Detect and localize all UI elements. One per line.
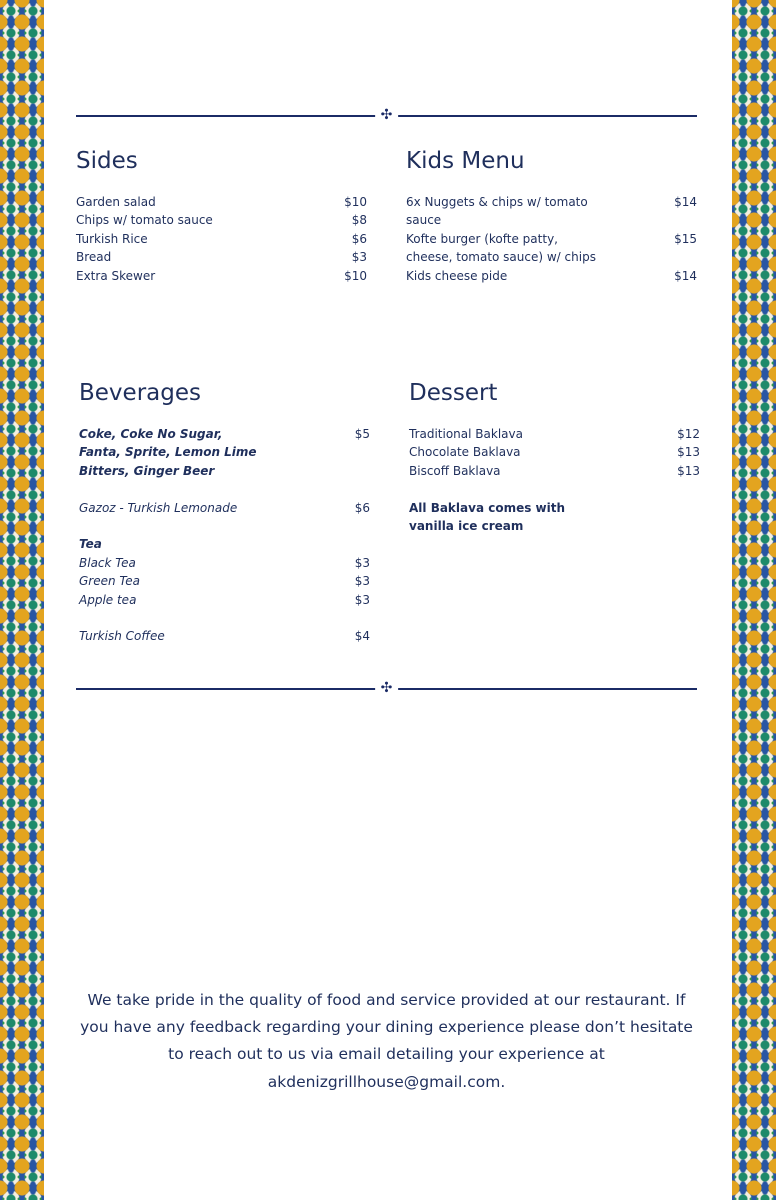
menu-item <box>79 499 370 517</box>
divider-top <box>76 109 697 123</box>
dessert-list <box>409 425 700 535</box>
menu-item <box>409 443 700 461</box>
item-name: Black Tea <box>79 555 136 570</box>
divider-bottom <box>76 682 697 696</box>
menu-item <box>76 193 367 211</box>
tile-border-left <box>0 0 44 1200</box>
item-price: $13 <box>677 463 700 478</box>
dessert-title: Dessert <box>409 380 498 406</box>
menu-item <box>79 591 370 609</box>
item-price: $8 <box>351 213 367 228</box>
item-price: $3 <box>354 592 370 607</box>
item-price: $10 <box>344 268 367 283</box>
item-price: $13 <box>677 445 700 460</box>
item-name: Kofte burger (kofte patty, cheese, tomato sauce) w/ chips <box>406 231 596 265</box>
item-name: Traditional Baklava <box>409 427 523 441</box>
kids-menu-list <box>406 193 697 285</box>
beverages-title: Beverages <box>79 380 201 406</box>
item-name: Chips w/ tomato sauce <box>76 213 213 228</box>
item-price: $3 <box>351 250 367 265</box>
baklava-note: All Baklava comes with vanilla ice cream <box>409 500 566 534</box>
dessert-section <box>409 379 700 535</box>
item-name: Turkish Rice <box>76 231 148 246</box>
menu-item <box>76 211 367 229</box>
menu-item <box>79 425 370 480</box>
menu-item <box>79 627 370 645</box>
item-price: $14 <box>674 195 697 209</box>
item-price: $3 <box>354 574 370 589</box>
menu-item <box>76 248 367 266</box>
item-price: $10 <box>344 195 367 209</box>
sides-section <box>76 147 367 285</box>
item-price: $5 <box>354 427 370 441</box>
item-name: Coke, Coke No Sugar, Fanta, Sprite, Lemon Lime Bitters, Ginger Beer <box>79 427 257 478</box>
tile-border-right <box>732 0 776 1200</box>
menu-item <box>409 425 700 443</box>
item-name: Biscoff Baklava <box>409 463 501 478</box>
item-name: Turkish Coffee <box>79 629 165 644</box>
item-price: $3 <box>354 555 370 570</box>
item-name: Gazoz - Turkish Lemonade <box>79 500 238 515</box>
item-name: Kids cheese pide <box>406 268 508 283</box>
item-price: $4 <box>354 629 370 644</box>
sides-list <box>76 193 367 285</box>
kids-menu-section <box>406 147 697 285</box>
item-name: 6x Nuggets & chips w/ tomato sauce <box>406 195 588 228</box>
menu-item <box>406 267 697 285</box>
menu-item <box>406 230 697 267</box>
item-name: Garden salad <box>76 195 156 209</box>
item-name: Bread <box>76 250 112 265</box>
ornament-icon: ✣ <box>375 679 399 697</box>
item-name: Extra Skewer <box>76 268 156 283</box>
feedback-message: We take pride in the quality of food and service provided at our restaurant. If you have any feedback regarding your dining experience please don’t hesitate to reach out to us via email detailing your experience at akdenizgrillhouse@gmail.com. <box>80 991 693 1091</box>
menu-item <box>76 267 367 285</box>
ornament-icon: ✣ <box>375 106 399 124</box>
item-name: Apple tea <box>79 592 137 607</box>
item-price: $15 <box>674 231 697 246</box>
menu-item <box>409 462 700 480</box>
item-price: $14 <box>674 268 697 283</box>
menu-item <box>79 554 370 572</box>
kids-menu-title: Kids Menu <box>406 148 525 174</box>
menu-item <box>76 230 367 248</box>
beverages-section <box>79 379 370 646</box>
tea-heading: Tea <box>79 537 102 552</box>
sides-title: Sides <box>76 148 138 174</box>
menu-item <box>79 572 370 590</box>
item-price: $12 <box>677 427 700 441</box>
menu-item <box>406 193 697 230</box>
beverages-list <box>79 425 370 646</box>
item-name: Chocolate Baklava <box>409 445 521 460</box>
item-name: Green Tea <box>79 574 141 589</box>
item-price: $6 <box>351 231 367 246</box>
item-price: $6 <box>354 500 370 515</box>
